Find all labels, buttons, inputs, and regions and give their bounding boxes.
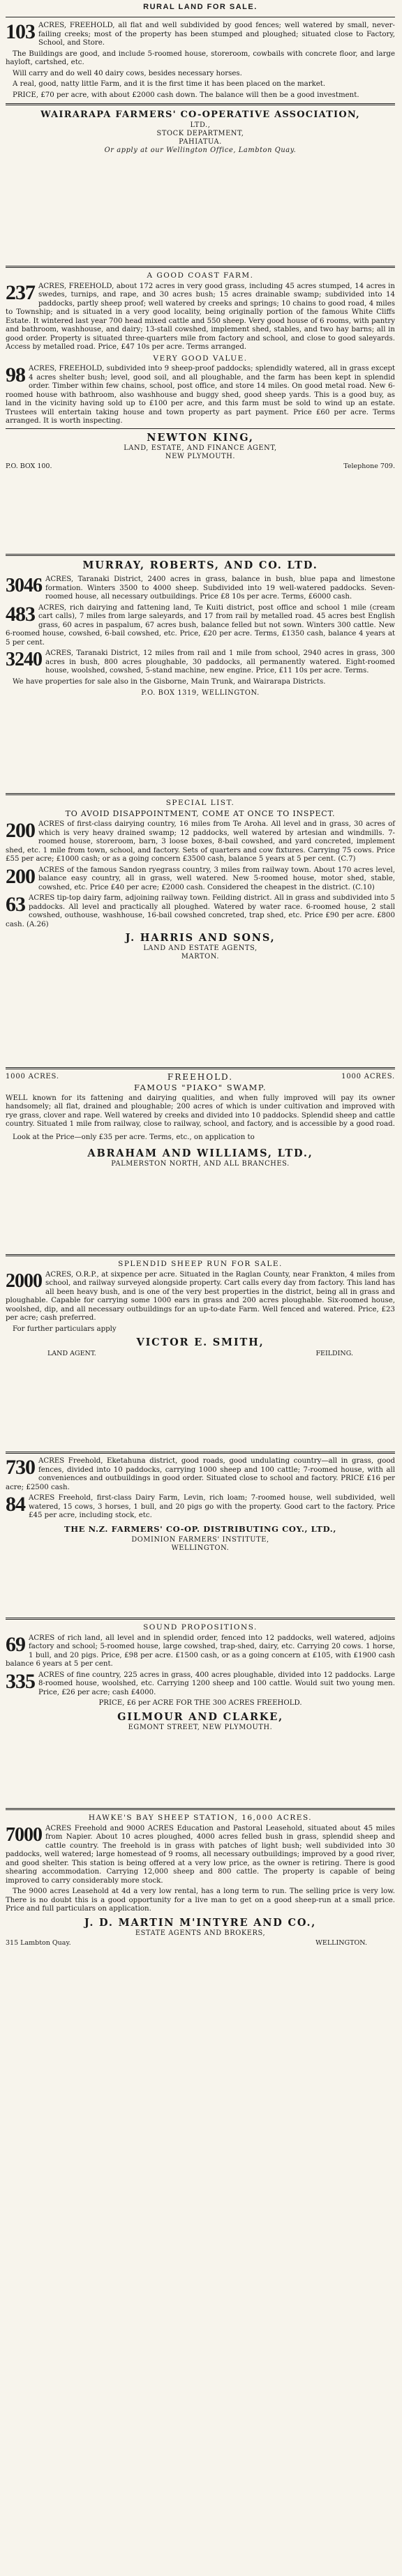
agent-address: EGMONT STREET, NEW PLYMOUTH.: [128, 1723, 273, 1731]
telephone: Telephone 709.: [343, 462, 395, 470]
divider: [6, 1452, 395, 1454]
agent-name: THE N.Z. FARMERS' CO-OP. DISTRIBUTING COY., LTD.,: [64, 1523, 336, 1534]
listing-paragraph: The Buildings are good, and include 5-roomed house, storeroom, cowbails with concrete floor, and large hayloft, cartshed, etc.: [6, 50, 395, 66]
ad-newton-king: [6, 271, 395, 550]
listing-text: ACRES, FREEHOLD, all flat and well subdivided by good fences; well watered by small, never-failing creeks; most of the property has been stumped and ploughed; situated close to Factory, School, and Store.: [38, 22, 395, 47]
listing: [6, 575, 395, 602]
listing: [6, 1671, 395, 1698]
listing: [6, 866, 395, 893]
section-title: FAMOUS "PIAKO" SWAMP.: [133, 1083, 267, 1092]
listing-note: PRICE, £6 per ACRE FOR THE 300 ACRES FREEHOLD.: [98, 1699, 302, 1707]
acreage: 3046: [6, 575, 42, 596]
section-heading: SOUND PROPOSITIONS.: [143, 1623, 258, 1632]
listing-text: ACRES of the famous Sandon ryegrass country, 3 miles from railway town. About 170 acres level, balance easy country, all in grass, well watered. New 5-roomed house, motor shed, stable, cowshed, etc. Price £40 per acre; £2000 cash. Considered the cheapest in the district. (C.10): [38, 866, 395, 891]
listing-text: WELL known for its fattening and dairying qualities, and when fully improved will pay its owner handsomely; all flat, drained and ploughable; 200 acres of which is under cultivation and improved with rye grass, clover and rape. Well watered by creeks and divided into 10 paddocks. Splendid sheep and cattle country. Situated 1 mile from railway, close to railway, school, and factory, and is accessible by a good road.: [6, 1094, 395, 1128]
agent-alt-office: Or apply at our Wellington Office, Lambton Quay.: [104, 146, 297, 154]
agent-town: WELLINGTON.: [315, 1938, 367, 1947]
listing-text: ACRES Freehold and 9000 ACRES Education and Pastoral Leasehold, situated about 45 miles from Napier. About 10 acres ploughed, 4000 acres felled bush in grass, splendid sheep and cattle country. The freehold is in grass with patches of light bush; well subdivided into 30 paddocks, well watered; large homestead of 9 rooms, all necessary outbuildings; improved by a good river, and good shelter. This station is being offered at a very low price, as the owner is retiring. There is good shearing accommodation. Carrying 12,000 sheep and 800 cattle. The property is capable of being improved to carry considerably more stock.: [6, 1824, 395, 1885]
divider: [6, 428, 395, 429]
listing-text: ACRES, rich dairying and fattening land, Te Kuiti district, post office and school 1 mile (cream cart calls), 7 miles from large saleyards, and 17 from rail by metalled road. 45 acres best English grass, 60 acres in paspalum, 67 acres bush, balance felled but not sown. Winters 300 cattle. New 6-roomed house, cowshed, 6-bail cowshed, etc. Price, £20 per acre. Terms, £1350 cash, balance 4 years at 5 per cent.: [6, 603, 395, 647]
agent-line: [6, 1350, 395, 1358]
section-heading: VERY GOOD VALUE.: [153, 354, 248, 363]
acreage: 3240: [6, 649, 42, 670]
divider: [6, 103, 395, 105]
listing: [6, 1494, 395, 1521]
divider: [6, 1254, 395, 1256]
ad-wairarapa: [6, 22, 395, 262]
agent-address: 315 Lambton Quay.: [6, 1938, 71, 1947]
agent-suffix: LTD.,: [190, 121, 211, 129]
listing-note: For further particulars apply: [13, 1325, 117, 1333]
listing: [6, 22, 395, 48]
contact-line: [6, 462, 395, 471]
listing-text: ACRES, FREEHOLD, subdivided into 9 sheep-proof paddocks; splendidly watered, all in grass except 4 acres shelter bush; level, good soil, and all ploughable, and the farm has been kept in splendid order. Timber within few chains, school, post office, and store 14 miles. On good metal road. New 6-roomed house with bathroom, also washhouse and buggy shed, good sheep yards. This is a good buy, as land in the vicinity having sold up to £100 per acre, and this farm must be sold to wind up an estate. Trustees will entertain taking house and town property as part payment. Price £60 per acre. Terms arranged. It is worth inspecting.: [6, 365, 395, 425]
listing: [6, 604, 395, 648]
agent-name: J. HARRIS AND SONS,: [125, 932, 276, 944]
agent-town: MARTON.: [181, 953, 220, 961]
acreage: 103: [6, 20, 35, 43]
agent-role: LAND AGENT.: [47, 1350, 96, 1357]
listing: [6, 1825, 395, 1886]
agent-town: NEW PLYMOUTH.: [165, 452, 236, 460]
acreage: 2000: [6, 1270, 42, 1292]
agent-description: LAND, ESTATE, AND FINANCE AGENT,: [124, 444, 277, 452]
listing: [6, 365, 395, 426]
listing-paragraph: Will carry and do well 40 dairy cows, besides necessary horses.: [13, 69, 242, 77]
agent-description: DOMINION FARMERS' INSTITUTE,: [131, 1535, 269, 1544]
acreage: 730: [6, 1456, 35, 1479]
agent-name: MURRAY, ROBERTS, AND CO. LTD.: [82, 559, 318, 571]
agent-department: STOCK DEPARTMENT,: [156, 130, 244, 137]
acreage: 84: [6, 1493, 25, 1516]
agent-address: P.O. BOX 1319, WELLINGTON.: [141, 689, 260, 697]
section-title: TO AVOID DISAPPOINTMENT, COME AT ONCE TO INSPECT.: [65, 808, 336, 818]
listing-note: We have properties for sale also in the Gisborne, Main Trunk, and Wairarapa Districts.: [13, 677, 326, 686]
listing: [6, 1271, 395, 1323]
agent-description: LAND AND ESTATE AGENTS,: [143, 944, 258, 952]
page-header: [6, 3, 395, 15]
agent-town: FEILDING.: [315, 1350, 353, 1357]
banner-line: [6, 1073, 395, 1081]
listing: [6, 1634, 395, 1669]
agent-name: VICTOR E. SMITH,: [136, 1336, 265, 1348]
section-heading: A GOOD COAST FARM.: [147, 271, 254, 280]
ad-nz-farmers: [6, 1457, 395, 1614]
listing-note: The 9000 acres Leasehold at 4d a very low rental, has a long term to run. The selling price is very low. There is no doubt this is a good opportunity for a live man to get on a good sheep-run at a small price. Price and full particulars on application.: [6, 1888, 395, 1913]
banner-middle: FREEHOLD.: [167, 1072, 234, 1082]
agent-description: PALMERSTON NORTH, AND ALL BRANCHES.: [111, 1160, 290, 1168]
ad-murray-roberts: [6, 559, 395, 790]
listing-text: ACRES of rich land, all level and in splendid order, fenced into 12 paddocks, well watered, adjoins factory and school; 5-roomed house, large cowshed, trap-shed, dairy, etc. Carrying 20 cows. 1 horse, 1 bull, and 20 pigs. Price, £98 per acre. £1500 cash, or as a going concern at £105, with £1900 cash balance 6 years at 5 per cent.: [6, 1634, 395, 1668]
agent-description: ESTATE AGENTS AND BROKERS,: [135, 1929, 266, 1937]
banner-right: 1000 ACRES.: [341, 1073, 395, 1080]
agent-name: WAIRARAPA FARMERS' CO-OPERATIVE ASSOCIATION,: [40, 110, 360, 120]
listing: [6, 1457, 395, 1492]
divider: [6, 266, 395, 268]
ad-abraham-williams: [6, 1073, 395, 1251]
listing-text: ACRES, Taranaki District, 2400 acres in grass, balance in bush, blue papa and limestone formation. Winters 3500 to 4000 sheep. Subdivided into 19 well-watered paddocks. Seven-roomed house, all necessary outbuildings. Price £8 10s per acre. Terms, £6000 cash.: [45, 575, 395, 601]
acreage: 7000: [6, 1823, 42, 1846]
banner-left: 1000 ACRES.: [6, 1073, 59, 1080]
agent-line: [6, 1939, 395, 1948]
agent-name: ABRAHAM AND WILLIAMS, LTD.,: [87, 1147, 313, 1159]
listing: [6, 649, 395, 676]
divider: [6, 1618, 395, 1620]
listing-paragraph: PRICE, £70 per acre, with about £2000 cash down. The balance will then be a good investment.: [13, 91, 359, 99]
acreage: 335: [6, 1669, 35, 1693]
divider: [6, 1067, 395, 1069]
listing: [6, 820, 395, 864]
divider: [6, 1808, 395, 1810]
acreage: 69: [6, 1632, 25, 1656]
page-title: RURAL LAND FOR SALE.: [143, 3, 258, 11]
ad-victor-smith: [6, 1260, 395, 1448]
divider: [6, 793, 395, 795]
listing-text: ACRES Freehold, first-class Dairy Farm, Levin, rich loam; 7-roomed house, well subdivided, well watered, 15 cows, 3 horses, 1 bull, and 20 pigs go with the property. Good cart to the factory. Price £45 per acre, including stock, etc.: [29, 1494, 395, 1519]
listing: [6, 894, 395, 929]
section-heading: SPECIAL LIST.: [165, 799, 235, 807]
listing-text: ACRES, FREEHOLD, about 172 acres in very good grass, including 45 acres stumped, 14 acres in swedes, turnips, and rape, and 30 acres bush; 15 acres drainable swamp; subdivided into 14 paddocks, partly sheep proof; well watered by creeks and springs; 10 chains to good road, 4 miles to Township; and is situated in a very good locality, being originally portion of the famous White Cliffs Estate. It wintered last year 700 head mixed cattle and 550 sheep. Very good house of 6 rooms, with pantry and bathroom, washhouse, and dairy; 13-stall cowshed, implement shed, stables, and two hay barns; all in good order. Property is situated three-quarters mile from factory and school, and close to good saleyards. Access by metalled road. Price, £47 10s per acre. Terms arranged.: [6, 282, 395, 351]
agent-town: PAHIATUA.: [179, 138, 222, 146]
acreage: 200: [6, 864, 35, 888]
listing-text: ACRES tip-top dairy farm, adjoining railway town. Feilding district. All in grass and subdivided into 5 paddocks. All level and practically all ploughed. Watered by water race. 6-roomed house, 2 stall cowshed, outhouse, washhouse, 16-bail cowshed concreted, trap shed, etc. Price £90 per acre. £800 cash. (A.26): [6, 894, 395, 928]
listing-text: ACRES, O.R.P., at sixpence per acre. Situated in the Raglan County, near Frankton, 4 miles from school, and railway surveyed alongside property. Cart calls every day from factory. This land has all been heavy bush, and is one of the very best properties in the district, being all in grass and ploughable. Capable for carrying some 1000 ears in grass and 200 acres ploughable. Six-roomed house, woolshed, dip, and all necessary outbuildings for an up-to-date Farm. Well fenced and watered. Price, £23 per acre; cash preferred.: [6, 1270, 395, 1322]
acreage: 483: [6, 602, 35, 626]
agent-name: GILMOUR AND CLARKE,: [117, 1710, 283, 1723]
section-heading: HAWKE'S BAY SHEEP STATION, 16,000 ACRES.: [88, 1814, 313, 1822]
agent-name: NEWTON KING,: [147, 431, 254, 444]
po-box: P.O. BOX 100.: [6, 462, 52, 470]
acreage: 237: [6, 280, 35, 304]
acreage: 98: [6, 363, 25, 386]
agent-name: J. D. MARTIN M'INTYRE AND CO.,: [84, 1916, 317, 1929]
listing-text: ACRES, Taranaki District, 12 miles from rail and 1 mile from school, 2940 acres in grass, 300 acres in bush, 800 acres ploughable, 30 paddocks, all permanently watered. Eight-roomed house, woolshed, cowshed, 5-stand machine, new engine. Price, £11 10s per acre. Terms.: [45, 649, 395, 675]
ad-martin-mintyre: [6, 1814, 395, 2016]
acreage: 63: [6, 893, 25, 916]
divider: [6, 554, 395, 556]
listing: [6, 280, 395, 352]
listing-text: ACRES of fine country, 225 acres in grass, 400 acres ploughable, divided into 12 paddocks. Large 8-roomed house, woolshed, etc. Carrying 1200 sheep and 100 cattle. Would suit two young men. Price, £26 per acre; cash £4000.: [38, 1671, 395, 1696]
section-heading: SPLENDID SHEEP RUN FOR SALE.: [118, 1260, 283, 1268]
listing-text: ACRES of first-class dairying country, 16 miles from Te Aroha. All level and in grass, 30 acres of which is very heavy drained swamp; 12 paddocks, well watered by artesian and windmills. 7-roomed house, storeroom, barn, 3 loose boxes, 8-bail cowshed, and yard concreted, implement shed, etc. 1 mile from town, school, and factory. Sets of quarters and cow fixtures. Carrying 75 cows. Price £55 per acre; £1000 cash; or as a going concern £3500 cash, balance 5 years at 5 per cent. (C.7): [6, 820, 395, 863]
listing-paragraph: A real, good, natty little Farm, and it is the first time it has been placed on the market.: [13, 80, 326, 88]
acreage: 200: [6, 819, 35, 842]
listing-paragraph: Look at the Price—only £35 per acre. Terms, etc., on application to: [13, 1133, 255, 1141]
agent-town: WELLINGTON.: [171, 1544, 230, 1552]
ad-gilmour-clarke: [6, 1623, 395, 1805]
listing-text: ACRES Freehold, Eketahuna district, good roads, good undulating country—all in grass, good fences, divided into 10 paddocks, carrying 1000 sheep and 100 cattle; 7-roomed house, with all conveniences and outbuildings in good order. Situated close to school and factory. PRICE £16 per acre; £2500 cash.: [6, 1457, 395, 1491]
ad-harris: [6, 799, 395, 1064]
